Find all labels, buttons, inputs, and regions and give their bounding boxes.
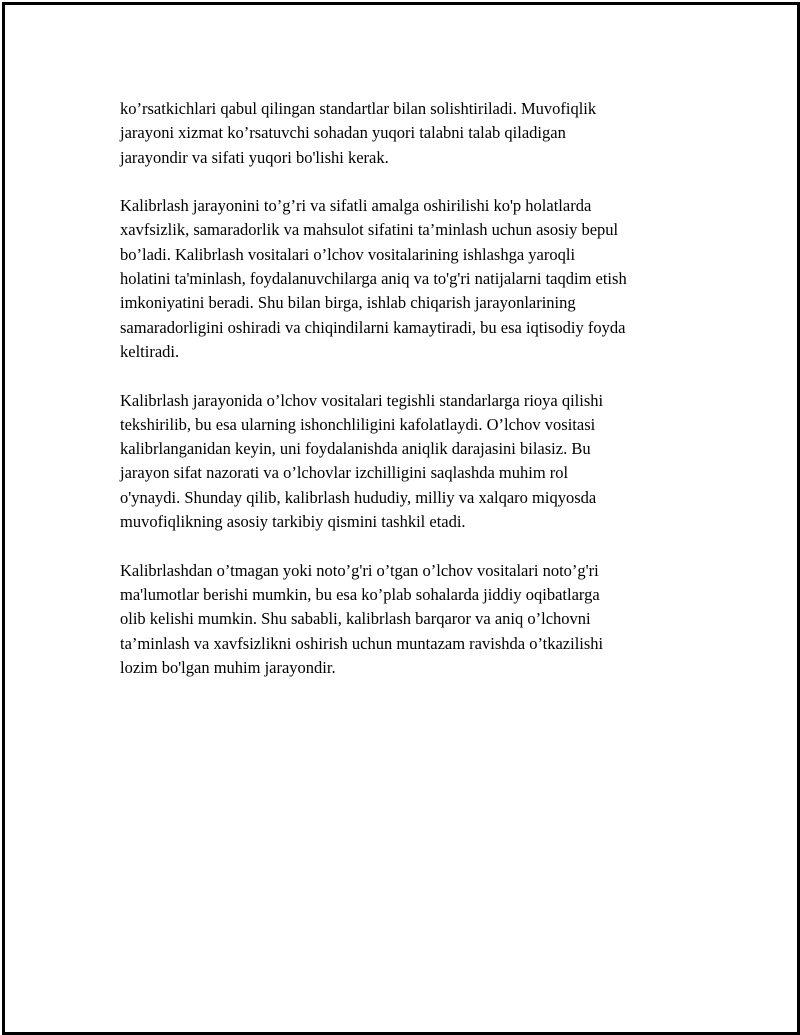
paragraph-1	[120, 97, 700, 170]
text-line: imkoniyatini beradi. Shu bilan birga, ishlab chiqarish jarayonlarining	[120, 293, 576, 313]
text-line: holatini ta'minlash, foydalanuvchilarga aniq va to'g'ri natijalarni taqdim etish	[120, 269, 627, 289]
text-line: muvofiqlikning asosiy tarkibiy qismini tashkil etadi.	[120, 512, 466, 532]
text-line: bo’ladi. Kalibrlash vositalari o’lchov vositalarining ishlashga yaroqli	[120, 244, 576, 264]
text-line: tekshirilib, bu esa ularning ishonchliligini kafolatlaydi. O’lchov vositasi	[120, 414, 596, 434]
page-frame	[2, 2, 800, 1035]
paragraph-4	[120, 559, 700, 680]
paragraph-2	[120, 194, 700, 364]
text-line: olib kelishi mumkin. Shu sababli, kalibrlash barqaror va aniq o’lchovni	[120, 609, 591, 629]
text-line: Kalibrlash jarayonida o’lchov vositalari tegishli standarlarga rioya qilishi	[120, 390, 604, 410]
document-body	[120, 97, 700, 704]
text-line: kalibrlanganidan keyin, uni foydalanishda aniqlik darajasini bilasiz. Bu	[120, 439, 591, 459]
text-line: jarayoni xizmat ko’rsatuvchi sohadan yuqori talabni talab qiladigan	[120, 123, 566, 143]
text-line: Kalibrlashdan o’tmagan yoki noto’g'ri o’tgan o’lchov vositalari noto’g'ri	[120, 560, 599, 580]
text-line: lozim bo'lgan muhim jarayondir.	[120, 657, 336, 677]
text-line: jarayon sifat nazorati va o’lchovlar izchilligini saqlashda muhim rol	[120, 463, 569, 483]
text-line: jarayondir va sifati yuqori bo'lishi kerak.	[120, 147, 389, 167]
text-line: Kalibrlash jarayonini to’g’ri va sifatli amalga oshirilishi ko'p holatlarda	[120, 196, 592, 216]
text-line: o'ynaydi. Shunday qilib, kalibrlash hududiy, milliy va xalqaro miqyosda	[120, 487, 597, 507]
text-line: keltiradi.	[120, 341, 180, 361]
paragraph-3	[120, 389, 700, 535]
text-line: xavfsizlik, samaradorlik va mahsulot sifatini ta’minlash uchun asosiy bepul	[120, 220, 619, 240]
text-line: ma'lumotlar berishi mumkin, bu esa ko’plab sohalarda jiddiy oqibatlarga	[120, 584, 600, 604]
text-line: ko’rsatkichlari qabul qilingan standartlar bilan solishtiriladi. Muvofiqlik	[120, 99, 597, 118]
text-line: ta’minlash va xavfsizlikni oshirish uchun muntazam ravishda o’tkazilishi	[120, 633, 604, 653]
text-line: samaradorligini oshiradi va chiqindilarni kamaytiradi, bu esa iqtisodiy foyda	[120, 317, 626, 337]
